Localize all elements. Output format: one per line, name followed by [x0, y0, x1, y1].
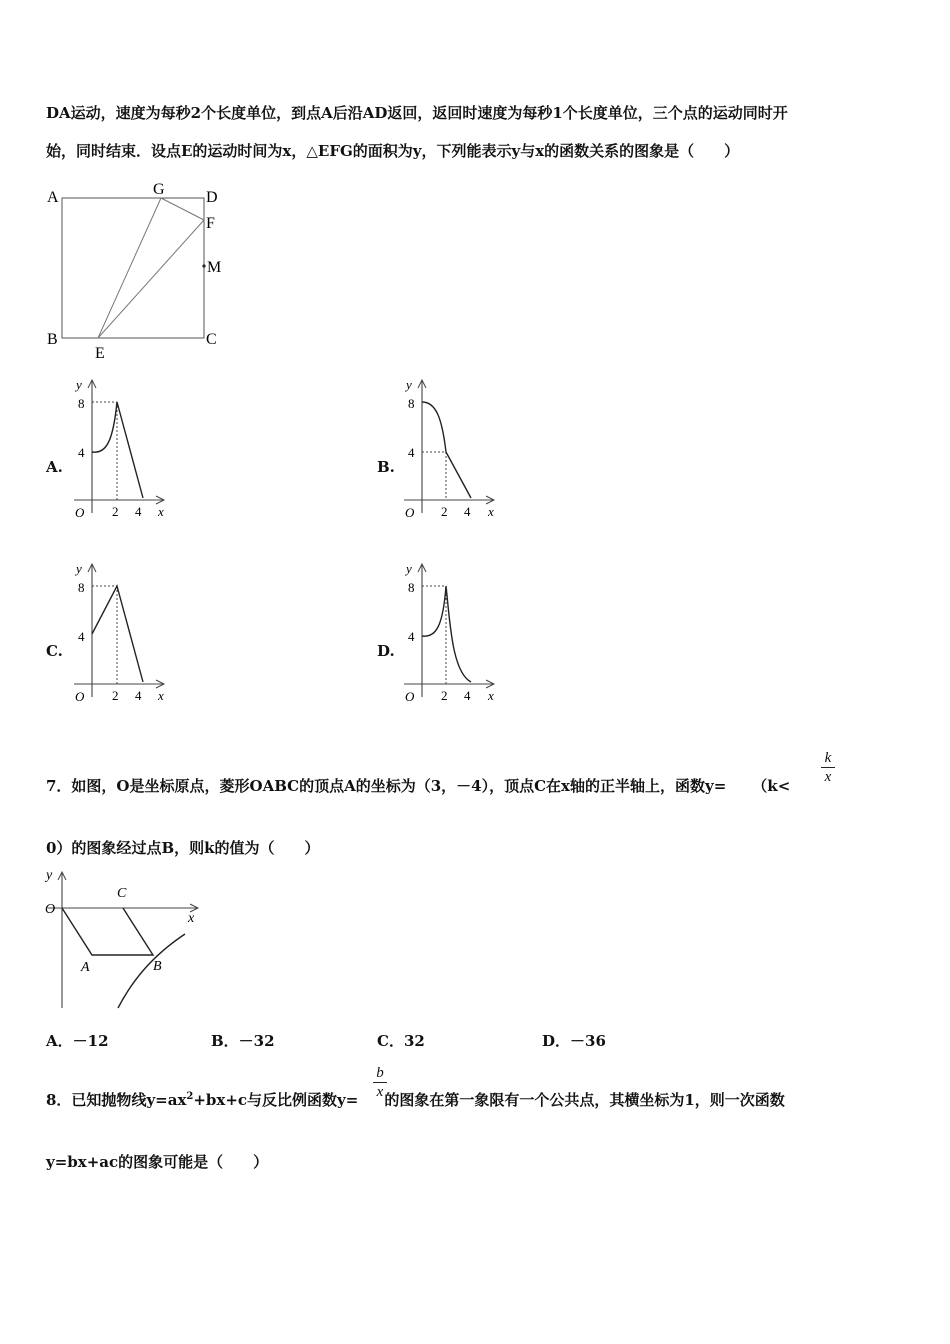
svg-text:4: 4: [408, 445, 415, 460]
svg-text:O: O: [75, 505, 85, 520]
q7-text-line1: 7．如图，O是坐标原点，菱形OABC的顶点A的坐标为（3，－4），顶点C在x轴的正半轴上，函数y= （k<: [46, 777, 791, 795]
svg-text:4: 4: [135, 504, 142, 519]
q6-graph-c: [66, 562, 176, 712]
svg-text:O: O: [75, 689, 85, 704]
q8-text-line1: 8．已知抛物线$y=ax^2+bx+c$与反比例函数y= 的图象在第一象限有一个公共点，其横坐标为1，则一次函数: [46, 1091, 785, 1109]
q6-graph-d: [396, 562, 506, 712]
svg-text:2: 2: [441, 688, 448, 703]
q8-text-line2: y=bx+ac的图象可能是（ ）: [46, 1153, 269, 1171]
svg-text:8: 8: [408, 580, 415, 595]
svg-text:8: 8: [78, 396, 85, 411]
svg-text:O: O: [45, 902, 56, 917]
svg-text:4: 4: [464, 688, 471, 703]
svg-text:y: y: [76, 378, 82, 392]
q7-option-a: A．－12: [46, 1032, 109, 1050]
svg-text:y: y: [406, 378, 412, 392]
q7-fraction: $\frac{k}{x}$: [821, 749, 835, 786]
rhombus-figure: [40, 866, 210, 1016]
label-B: B: [47, 331, 58, 348]
svg-text:4: 4: [78, 445, 85, 460]
svg-text:y: y: [406, 562, 412, 576]
label-M: M: [207, 259, 222, 276]
label-A: A: [47, 189, 59, 206]
svg-text:2: 2: [112, 504, 119, 519]
label-D: D: [206, 189, 218, 206]
q6-graph-a: [66, 378, 176, 528]
q6-option-b-label: B.: [377, 458, 395, 476]
svg-text:x: x: [488, 504, 494, 519]
svg-text:x: x: [158, 504, 164, 519]
svg-text:x: x: [188, 911, 195, 926]
svg-text:O: O: [405, 505, 415, 520]
svg-text:y: y: [46, 868, 53, 883]
q6-option-a-label: A.: [46, 458, 63, 476]
svg-text:8: 8: [408, 396, 415, 411]
q7-option-d: D．－36: [542, 1032, 606, 1050]
q8-fraction: $\frac{b}{x}$: [373, 1064, 387, 1101]
svg-text:2: 2: [112, 688, 119, 703]
q6-text-line2: 始，同时结束．设点E的运动时间为x，△EFG的面积为y，下列能表示y与x的函数关系的图象是（ ）: [46, 142, 740, 160]
svg-text:4: 4: [78, 629, 85, 644]
svg-text:4: 4: [464, 504, 471, 519]
svg-text:y: y: [76, 562, 82, 576]
svg-text:x: x: [488, 688, 494, 703]
svg-text:8: 8: [78, 580, 85, 595]
label-F: F: [206, 215, 215, 232]
svg-text:A: A: [81, 960, 90, 975]
label-C: C: [206, 331, 217, 348]
svg-text:O: O: [405, 689, 415, 704]
q6-text-line1: DA运动，速度为每秒2个长度单位，到点A后沿AD返回，返回时速度为每秒1个长度单位，三个点的运动同时开: [46, 104, 788, 122]
svg-text:4: 4: [135, 688, 142, 703]
q6-option-c-label: C.: [46, 642, 63, 660]
svg-text:4: 4: [408, 629, 415, 644]
q7-option-b: B．－32: [211, 1032, 275, 1050]
q6-option-d-label: D.: [377, 642, 395, 660]
svg-text:x: x: [158, 688, 164, 703]
q7-text-line2: 0）的图象经过点B，则k的值为（ ）: [46, 839, 320, 857]
svg-text:B: B: [153, 959, 162, 974]
q7-option-c: C．32: [377, 1032, 425, 1050]
label-E: E: [95, 345, 105, 362]
svg-text:C: C: [117, 886, 127, 901]
q6-graph-b: [396, 378, 506, 528]
square-figure: [40, 178, 240, 368]
svg-text:2: 2: [441, 504, 448, 519]
label-G: G: [153, 181, 165, 198]
